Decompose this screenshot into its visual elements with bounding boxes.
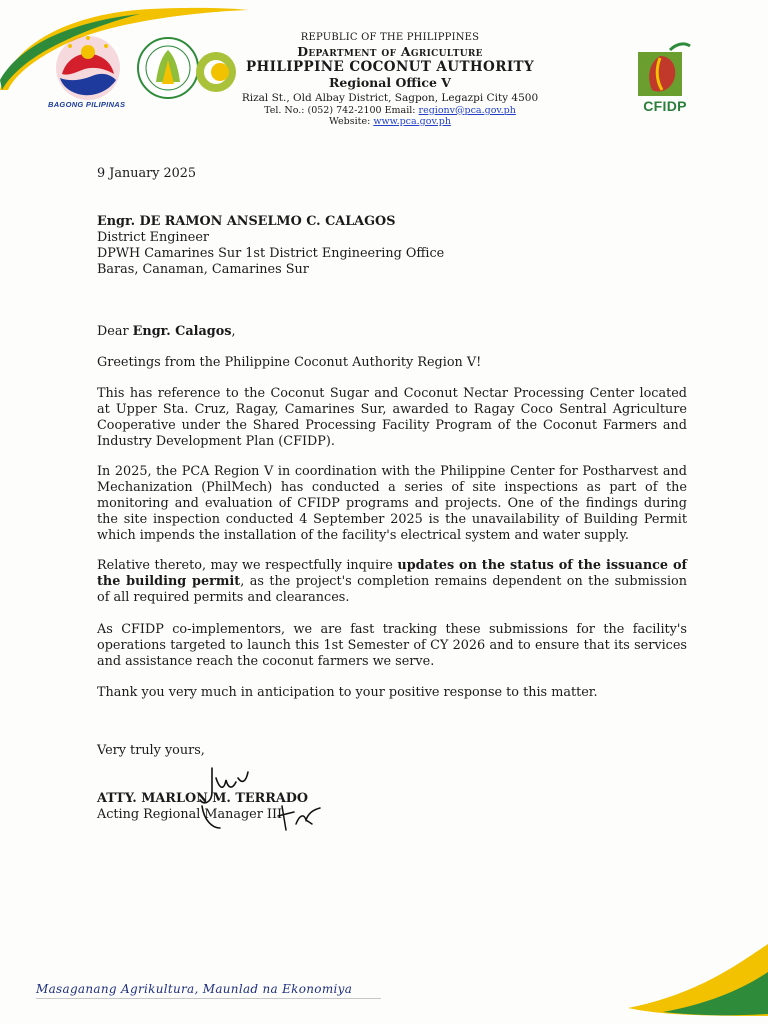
signatory-title: Acting Regional Manager III <box>97 807 283 822</box>
paragraph-5: Thank you very much in anticipation to your positive response to this matter. <box>97 685 598 700</box>
greeting: Greetings from the Philippine Coconut Authority Region V! <box>97 355 482 370</box>
footer-swoosh-decoration <box>568 944 768 1024</box>
paragraph-3 <box>97 558 687 606</box>
salutation-name: Engr. Calagos <box>132 324 232 339</box>
footer-divider <box>36 998 381 999</box>
footer-motto: Masaganang Agrikultura, Maunlad na Ekonomiya <box>36 982 353 996</box>
website-line <box>230 116 550 127</box>
office-line: Regional Office V <box>329 75 451 91</box>
cfidp-caption: CFIDP <box>643 98 687 114</box>
recipient-office: DPWH Camarines Sur 1st District Engineering Office <box>97 246 445 261</box>
signatory-block <box>97 791 687 823</box>
paragraph-1: This has reference to the Coconut Sugar and Coconut Nectar Processing Center located at Upper Sta. Cruz, Ragay, Camarines Sur, awarded to Ragay Coco Sentral Agriculture Cooperative under the Shared Processing Facility Program of the Coconut Farmers and Industry Development Plan (CFIDP). <box>97 386 687 449</box>
salutation <box>97 324 687 340</box>
agency-line: PHILIPPINE COCONUT AUTHORITY <box>245 59 535 75</box>
department-line: Department of Agriculture <box>297 44 483 59</box>
tel-label: Tel. No.: (052) 742-2100 Email: <box>264 104 416 116</box>
department-of-agriculture-logo <box>134 30 244 120</box>
recipient-name: Engr. DE RAMON ANSELMO C. CALAGOS <box>97 214 396 229</box>
republic-line: REPUBLIC OF THE PHILIPPINES <box>300 32 480 43</box>
cfidp-emblem-icon <box>630 40 700 98</box>
salutation-suffix: , <box>231 324 236 339</box>
website-link[interactable]: www.pca.gov.ph <box>373 116 451 128</box>
handwritten-initials <box>276 802 326 834</box>
paragraph-3-emphasis: updates on the status of the issuance of the building permit <box>97 558 688 589</box>
website-label: Website: <box>329 116 371 128</box>
header-logos <box>48 30 248 120</box>
salutation-prefix: Dear <box>97 324 133 339</box>
paragraph-3-start: Relative thereto, may we respectfully inquire <box>97 558 398 573</box>
paragraph-2: In 2025, the PCA Region V in coordination with the Philippine Center for Postharvest and Mechanization (PhilMech) has conducted a series of site inspections as part of the monitoring and evaluation of CFIDP programs and projects. One of the findings during the site inspection conducted 4 September 2025 is the unavailability of Building Permit which impends the installation of the facility's electrical system and water supply. <box>97 464 687 543</box>
paragraph-3-end: , as the project's completion remains dependent on the submission of all required permits and clearances. <box>97 574 687 605</box>
closing: Very truly yours, <box>97 743 205 758</box>
recipient-title: District Engineer <box>97 230 210 245</box>
paragraph-4: As CFIDP co-implementors, we are fast tracking these submissions for the facility's operations targeted to launch this 1st Semester of CY 2026 and to ensure that its services and assistance reach the coconut farmers we serve. <box>97 622 687 669</box>
letterhead <box>230 32 550 128</box>
recipient-block <box>97 214 687 278</box>
handwritten-signature <box>198 762 268 832</box>
contact-line <box>230 105 550 116</box>
email-link[interactable]: regionv@pca.gov.ph <box>418 104 516 116</box>
cfidp-logo <box>630 40 700 120</box>
address-line: Rizal St., Old Albay District, Sagpon, Legazpi City 4500 <box>241 92 539 105</box>
letter-date: 9 January 2025 <box>97 166 197 181</box>
bagong-pilipinas-caption: BAGONG PILIPINAS <box>48 100 126 109</box>
recipient-address: Baras, Canaman, Camarines Sur <box>97 262 309 277</box>
signatory-name: ATTY. MARLON M. TERRADO <box>97 791 309 806</box>
